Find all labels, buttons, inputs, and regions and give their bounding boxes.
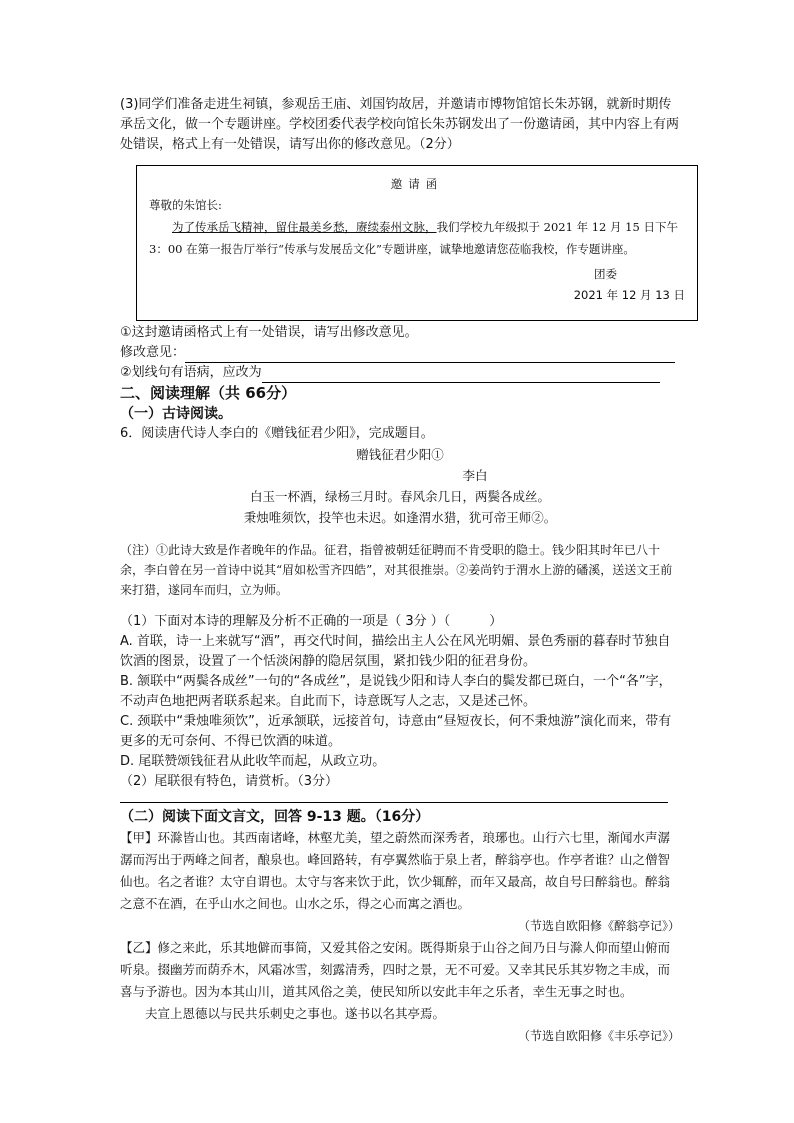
sub-question-2-line bbox=[120, 363, 680, 383]
passage-yi-source: （节选自欧阳修《丰乐亭记》） bbox=[517, 1029, 680, 1043]
poem bbox=[120, 444, 680, 528]
poem-line-1: 白玉一杯酒，绿杨三月时。春风余几日，两鬓各成丝。 bbox=[249, 489, 550, 504]
letter-underlined-sentence: 为了传承岳飞精神，留住最美乡愁，赓续泰州文脉， bbox=[172, 220, 437, 234]
page bbox=[120, 95, 685, 1047]
letter-signature: 团委 bbox=[594, 267, 617, 281]
letter-body bbox=[149, 216, 685, 260]
question-6-intro: 6．阅读唐代诗人李白的《赠钱征君少阳》，完成题目。 bbox=[120, 426, 434, 441]
letter-date: 2021 年 12 月 13 日 bbox=[573, 288, 685, 302]
passage-jia-source: （节选自欧阳修《醉翁亭记》） bbox=[517, 919, 680, 933]
section-2-title: 二、阅读理解（共 66分） bbox=[120, 384, 297, 402]
question-6-2: （2）尾联很有特色，请赏析。（3分） bbox=[120, 774, 339, 789]
advice-label: 修改意见： bbox=[120, 345, 186, 360]
poem-line-2: 秉烛唯须饮，投竿也未迟。如逢渭水猎，犹可帝王师②。 bbox=[243, 510, 557, 525]
part-2-title: （二）阅读下面文言文，回答 9-13 题。（16分） bbox=[120, 809, 430, 825]
passage-yi-end: 夫宣上恩德以与民共乐刺史之事也。遂书以名其亭焉。 bbox=[145, 1006, 446, 1021]
passage-yi: 【乙】修之来此，乐其地僻而事简，又爱其俗之安闲。既得斯泉于山谷之间乃日与滁人仰而望山俯而听泉。掇幽芳而荫乔木，风霜冰雪，刻露清秀，四时之景，无不可爱。又幸其民乐其岁物之丰成，而喜与予游也。因为本其山川，道其风俗之美，使民知所以安此丰年之乐者，幸生无事之时也。 bbox=[120, 940, 671, 999]
correction-answer-blank[interactable] bbox=[262, 368, 660, 383]
invitation-letter-box bbox=[136, 165, 698, 321]
passage-jia: 【甲】环滁皆山也。其西南诸峰，林壑尤美，望之蔚然而深秀者，琅琊也。山行六七里，渐闻水声潺潺而泻出于两峰之间者，酿泉也。峰回路转，有亭翼然临于泉上者，醉翁亭也。作亭者谁？山之僧智仙也。名之者谁？太守自谓也。太守与客来饮于此，饮少辄醉，而年又最高，故自号曰醉翁也。醉翁之意不在酒，在乎山水之间也。山水之乐，得之心而寓之酒也。 bbox=[120, 830, 671, 911]
poem-author: 李白 bbox=[462, 468, 488, 483]
divider bbox=[120, 802, 668, 803]
advice-line bbox=[120, 343, 680, 363]
option-a: A. 首联，诗一上来就写“酒”，再交代时间，描绘出主人公在风光明媚、景色秀丽的暮春时节独自饮酒的图景，设置了一个恬淡闲静的隐居氛围，紧扣钱少阳的征君身份。 bbox=[120, 634, 671, 669]
advice-answer-blank[interactable] bbox=[185, 348, 675, 363]
question-3-intro: (3)同学们准备走进生祠镇，参观岳王庙、刘国钧故居，并邀请市博物馆馆长朱苏钢，就新时期传承岳文化，做一个专题讲座。学校团委代表学校向馆长朱苏钢发出了一份邀请函，其中内容上有两处错误，格式上有一处错误，请写出你的修改意见。（2分） bbox=[120, 97, 680, 152]
option-d: D. 尾联赞颂钱征君从此收竿而起，从政立功。 bbox=[120, 754, 386, 769]
poem-note: （注）①此诗大致是作者晚年的作品。征君，指曾被朝廷征聘而不肯受职的隐士。钱少阳其时年已八十余，李白曾在另一首诗中说其“眉如松雪齐四皓”，对其很推崇。②姜尚钓于渭水上游的磻溪，送送文王前来打猎，遂同车而归，立为师。 bbox=[120, 543, 673, 597]
option-c: C. 颈联中“秉烛唯须饮”，近承颔联，远接首句，诗意由“昼短夜长，何不秉烛游”演化而来，带有更多的无可奈何、不得已饮酒的味道。 bbox=[120, 714, 672, 749]
poem-title: 赠钱征君少阳① bbox=[356, 447, 444, 462]
part-1-title: （一）古诗阅读。 bbox=[120, 406, 232, 422]
sub-question-2: ②划线句有语病，应改为 bbox=[120, 365, 262, 380]
letter-salutation: 尊敬的朱馆长: bbox=[149, 198, 222, 212]
letter-title: 邀请函 bbox=[390, 177, 444, 191]
option-b: B. 颔联中“两鬓各成丝”一句的“各成丝”，是说钱少阳和诗人李白的鬓发都已斑白，一个“各”字，不动声色地把两者联系起来。自此而下，诗意既写人之志，又是述己怀。 bbox=[120, 674, 672, 709]
sub-question-1: ①这封邀请函格式上有一处错误，请写出修改意见。 bbox=[120, 325, 418, 340]
letter-body-rest: 我们学校九年级拟于 2021 年 12 月 15 日下午 3：00 在第一报告厅举行“传承与发展岳文化”专题讲座，诚挚地邀请您莅临我校，作专题讲座。 bbox=[149, 220, 678, 256]
question-6-1: （1）下面对本诗的理解及分析不正确的一项是（ 3分 ）（ ） bbox=[120, 614, 503, 629]
